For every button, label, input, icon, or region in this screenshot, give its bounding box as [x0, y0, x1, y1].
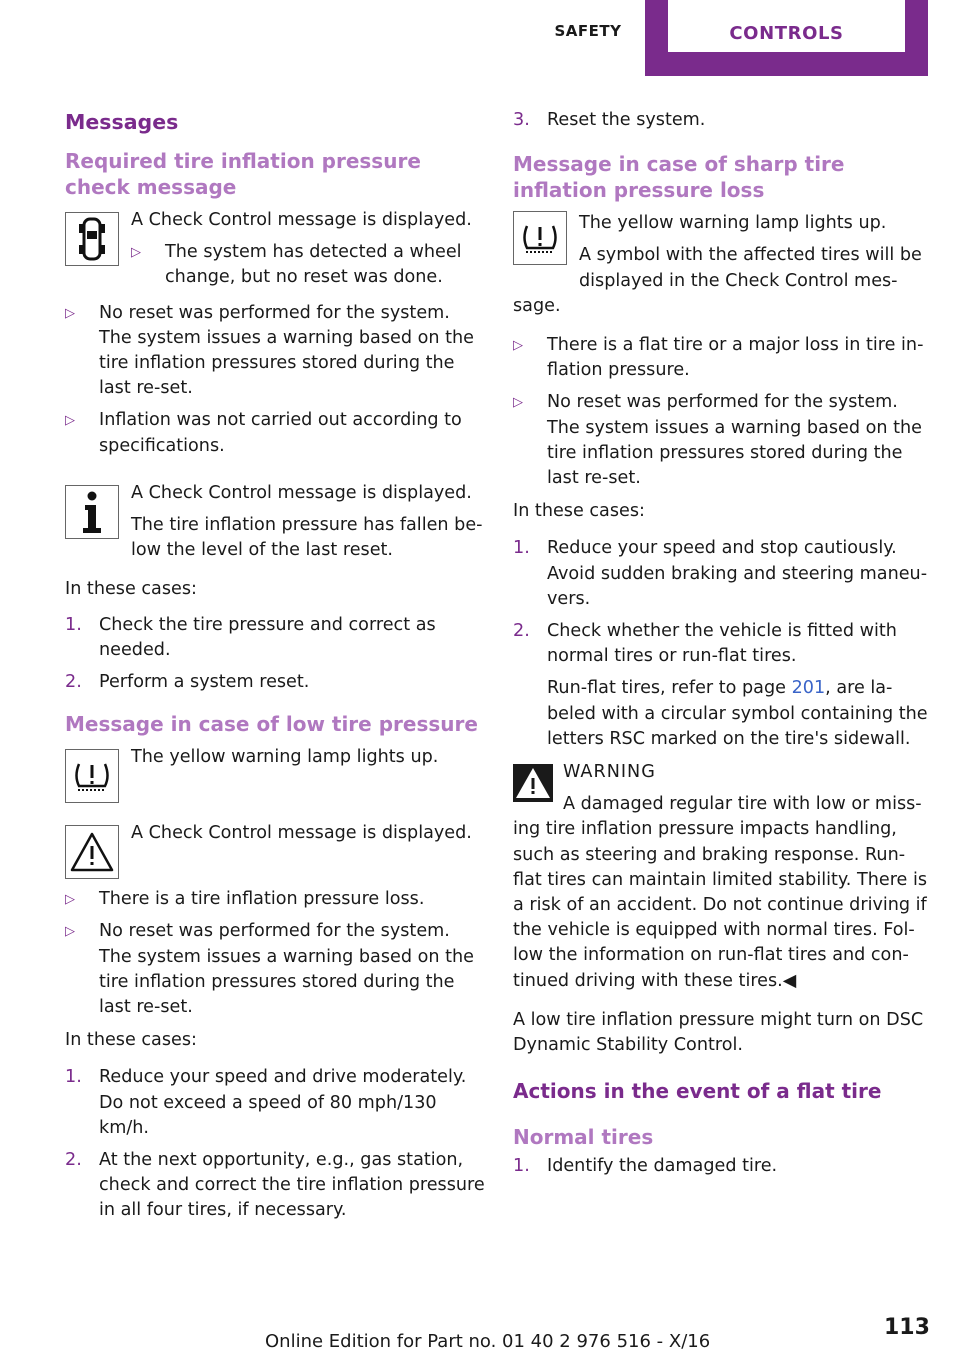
list-item: ▷ There is a tire inflation pressure loss. [65, 887, 485, 912]
left-column [65, 108, 485, 1232]
sharp-symbol-text: A symbol with the affected tires will be displayed in the Check Control mes-sage. [513, 245, 922, 316]
list-item: 2. Check whether the vehicle is fitted with normal tires or run-flat tires. Run-flat tires, refer to page 201, are la-beled with a circular symbol containing the letters RSC marked on the tire's sidewall. [513, 621, 928, 749]
bullet-triangle-icon: ▷ [65, 413, 75, 429]
sharp-loss-heading: Message in case of sharp tire inflation pressure loss [513, 152, 845, 203]
bullet-triangle-icon: ▷ [131, 245, 141, 261]
header-tab-safety: SAFETY [554, 22, 622, 40]
right-column [513, 108, 933, 1188]
list-item: 1. Identify the damaged tire. [513, 1156, 778, 1177]
bullet-triangle-icon: ▷ [65, 924, 75, 940]
req-cc-message: A Check Control message is displayed. [131, 210, 472, 230]
header-tab-controls [645, 0, 928, 76]
warning-title: WARNING [563, 762, 656, 783]
list-item: 3. Reset the system. [513, 110, 706, 130]
bullet-triangle-icon: ▷ [65, 892, 75, 908]
car-tires-icon [65, 212, 119, 266]
required-check-heading: Required tire inflation pressure check message [65, 149, 421, 199]
warning-triangle-icon [513, 764, 553, 802]
right-cases-label: In these cases: [513, 501, 645, 522]
messages-heading: Messages [65, 110, 179, 134]
footer-edition: Online Edition for Part no. 01 40 2 976 516 - X/16 [265, 1331, 711, 1352]
info-block [65, 481, 485, 564]
sharp-lamp-block [513, 211, 933, 319]
list-item: ▷ No reset was performed for the system. The system issues a warning based on the tire inflation pressures stored during the last re-set. [65, 302, 474, 399]
list-item: ▷ No reset was performed for the system. The system issues a warning based on the tire inflation pressures stored during the last re-set. [513, 392, 922, 489]
list-item: ▷ The system has detected a wheel change, but no reset was done. [131, 242, 462, 288]
page-link-201[interactable]: 201 [791, 678, 826, 699]
info-pressure-fallen: The tire inflation pressure has fallen be-low the level of the last reset. [131, 515, 483, 561]
low-lamp-block [65, 745, 485, 801]
low-lamp-text: The yellow warning lamp lights up. [131, 747, 439, 768]
list-item: 2. At the next opportunity, e.g., gas station, check and correct the tire inflation pressure in all four tires, if necessary. [65, 1150, 485, 1221]
header-tab-controls-label: CONTROLS [668, 0, 905, 52]
bullet-triangle-icon: ▷ [513, 338, 523, 354]
list-item: ▷ Inflation was not carried out according to specifications. [65, 410, 462, 456]
cases-label: In these cases: [65, 579, 197, 600]
sharp-lamp-text: The yellow warning lamp lights up. [579, 213, 887, 234]
warning-block [513, 760, 933, 994]
list-item: ▷ There is a flat tire or a major loss in tire in-flation pressure. [513, 335, 924, 381]
tire-pressure-warning-icon [65, 749, 119, 803]
flat-tire-heading: Actions in the event of a flat tire [513, 1079, 882, 1104]
low-cases-label: In these cases: [65, 1030, 197, 1051]
list-item: 2. Perform a system reset. [65, 672, 310, 693]
low-cc-block [65, 821, 485, 877]
list-item: 1. Check the tire pressure and correct as needed. [65, 614, 436, 660]
warning-text: A damaged regular tire with low or miss-ing tire inflation pressure impacts handling, such as steering and braking response. Run-flat tires can maintain limited stability. There is a risk of an accident. Do not continue driving if the vehicle is equipped with normal tires. Fol-low the information on run-flat tires and con-tinued driving with these tires.◀ [513, 794, 928, 991]
low-pressure-heading: Message in case of low tire pressure [65, 712, 478, 737]
warning-triangle-icon [65, 825, 119, 879]
bullet-triangle-icon: ▷ [513, 395, 523, 411]
dsc-text: A low tire inflation pressure might turn on DSC Dynamic Stability Control. [513, 1009, 924, 1056]
tire-pressure-warning-icon [513, 211, 567, 265]
wheel-change-block [65, 208, 485, 291]
list-item: 1. Reduce your speed and stop cautiously. Avoid sudden braking and steering maneu-vers. [513, 538, 928, 609]
normal-tires-heading: Normal tires [513, 1125, 654, 1150]
list-item: ▷ No reset was performed for the system. The system issues a warning based on the tire inflation pressures stored during the last re-set. [65, 921, 474, 1018]
list-item: 1. Reduce your speed and drive moderately. Do not exceed a speed of 80 mph/130 km/h. [65, 1067, 467, 1138]
info-cc-message: A Check Control message is displayed. [131, 482, 472, 503]
page-number: 113 [884, 1315, 930, 1340]
info-icon [65, 485, 119, 539]
low-cc-text: A Check Control message is displayed. [131, 823, 472, 844]
bullet-triangle-icon: ▷ [65, 305, 75, 321]
